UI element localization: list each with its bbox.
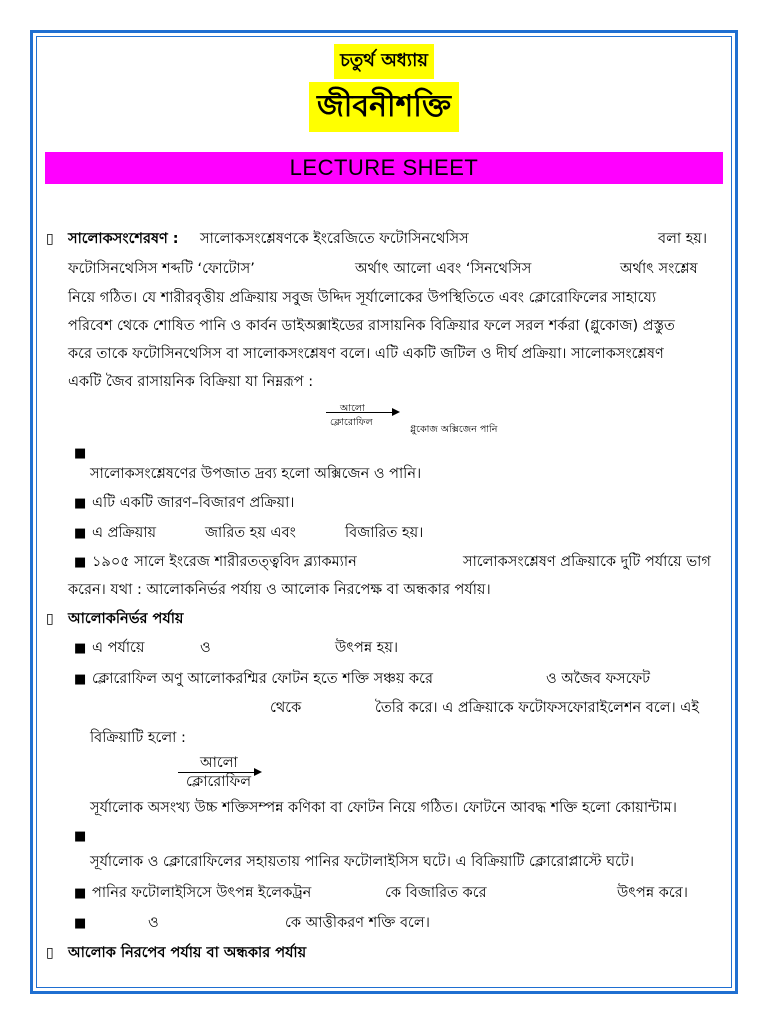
lecture-sheet-banner: LECTURE SHEET (45, 152, 723, 184)
bullet-text: বিক্রিয়াটি হলো : (90, 730, 186, 746)
bullet-text: এ প্রক্রিয়ায় (92, 525, 157, 541)
text-line: করে তাকে ফটোসিনথেসিস বা সালোকসংশ্লেষণ বলে। এটি একটি জটিল ও দীর্ঘ প্রক্রিয়া। সালোকসংশ্লেষণ (68, 346, 664, 362)
bullet-square-icon: ■ (74, 446, 87, 461)
checkbox-icon: ▯ (46, 231, 54, 247)
bullet-text: করেন। যথা : আলোকনির্ভর পর্যায় ও আলোক নিরপেক্ষ বা অন্ধকার পর্যায়। (68, 582, 491, 598)
bullet-text: সালোকসংশ্লেষণের উপজাত দ্রব্য হলো অক্সিজেন ও পানি। (90, 466, 422, 482)
bullet-square-icon: ■ (74, 886, 87, 901)
bullet-square-icon: ■ (74, 641, 87, 656)
bullet-text: জারিত হয় এবং (205, 525, 296, 541)
arrow-head-icon (392, 408, 400, 416)
bullet-text: উৎপন্ন করে। (617, 885, 688, 901)
bullet-text: ১৯০৫ সালে ইংরেজ শারীরতত্ত্ববিদ ব্ল্যাকম্যান (92, 554, 357, 570)
bullet-square-icon: ■ (74, 829, 87, 844)
bullet-text: পানির ফটোলাইসিসে উৎপন্ন ইলেকট্রন (92, 885, 312, 901)
text-line: অর্থাৎ আলো এবং ‘সিনথেসিস (355, 261, 532, 277)
chapter-title-label: জীবনীশক্তি (309, 82, 459, 132)
equation-products: গ্লুকোজ অক্সিজেন পানি (410, 424, 498, 435)
bullet-text: ও (148, 915, 159, 931)
text-line: অর্থাৎ সংশ্লেষ (620, 261, 698, 277)
text-line: নিয়ে গঠিত। যে শারীরবৃত্তীয় প্রক্রিয়ায় সবুজ উদ্দিদ সূর্যালোকের উপস্থিতিতে এবং ক্লোরোফিলের সাহায্যে (68, 290, 657, 306)
equation-condition-top: আলো (200, 755, 238, 771)
bullet-square-icon: ■ (74, 496, 87, 511)
text-line: পরিবেশ থেকে শোষিত পানি ও কার্বন ডাইঅক্সাইডের রাসায়নিক বিক্রিয়ার ফলে সরল শর্করা (গ্লুকোজ) প্রস্তুত (68, 318, 675, 334)
section-heading-photosynthesis: সালোকসংশেরষণ : (68, 231, 179, 247)
bullet-text: থেকে (270, 700, 302, 716)
bullet-square-icon: ■ (74, 672, 87, 687)
bullet-text: ও অজৈব ফসফেট (546, 671, 651, 687)
bullet-text: ও (200, 640, 211, 656)
section-heading-light-stage: আলোকনির্ভর পর্যায় (68, 611, 184, 627)
bullet-square-icon: ■ (74, 916, 87, 931)
bullet-text: বিজারিত হয়। (345, 525, 424, 541)
checkbox-icon: ▯ (46, 611, 54, 627)
bullet-text: এটি একটি জারণ–বিজারণ প্রক্রিয়া। (92, 495, 295, 511)
equation-condition-bottom: ক্লোরোফিল (330, 417, 373, 428)
text-line: সালোকসংশ্লেষণকে ইংরেজিতে ফটোসিনথেসিস (200, 231, 469, 247)
bullet-text: উৎপন্ন হয়। (335, 640, 399, 656)
bullet-text: ক্লোরোফিল অণু আলোকরশ্মির ফোটন হতে শক্তি সঞ্চয় করে (92, 671, 433, 687)
bullet-text: সূর্যালোক অসংখ্য উচ্চ শক্তিসম্পন্ন কণিকা বা ফোটন নিয়ে গঠিত। ফোটনে আবদ্ধ শক্তি হলো কোয়ান্টাম। (90, 800, 677, 816)
bullet-square-icon: ■ (74, 555, 87, 570)
checkbox-icon: ▯ (46, 945, 54, 961)
bullet-text: সূর্যালোক ও ক্লোরোফিলের সহায়তায় পানির ফটোলাইসিস ঘটে। এ বিক্রিয়াটি ক্লোরোপ্লাস্টে ঘটে। (90, 854, 635, 870)
bullet-square-icon: ■ (74, 526, 87, 541)
text-line: একটি জৈব রাসায়নিক বিক্রিয়া যা নিম্নরূপ : (68, 374, 314, 390)
arrow-head-icon (254, 768, 262, 776)
equation-condition-bottom: ক্লোরোফিল (186, 774, 251, 790)
bullet-text: কে আত্তীকরণ শক্তি বলে। (285, 915, 430, 931)
equation-condition-top: আলো (340, 403, 365, 414)
text-line: বলা হয়। (658, 231, 708, 247)
chapter-title (0, 82, 768, 132)
text-line: ফটোসিনথেসিস শব্দটি ‘ফোটোস’ (68, 261, 255, 277)
section-heading-dark-stage: আলোক নিরপেব পর্যায় বা অন্ধকার পর্যায় (68, 945, 307, 961)
bullet-text: এ পর্যায়ে (92, 640, 145, 656)
bullet-text: তৈরি করে। এ প্রক্রিয়াকে ফটোফসফোরাইলেশন বলে। এই (375, 700, 699, 716)
bullet-text: সালোকসংশ্লেষণ প্রক্রিয়াকে দুটি পর্যায়ে ভাগ (463, 554, 711, 570)
bullet-text: কে বিজারিত করে (385, 885, 487, 901)
chapter-label: চতুর্থ অধ্যায় (334, 44, 434, 79)
chapter-heading (0, 44, 768, 79)
